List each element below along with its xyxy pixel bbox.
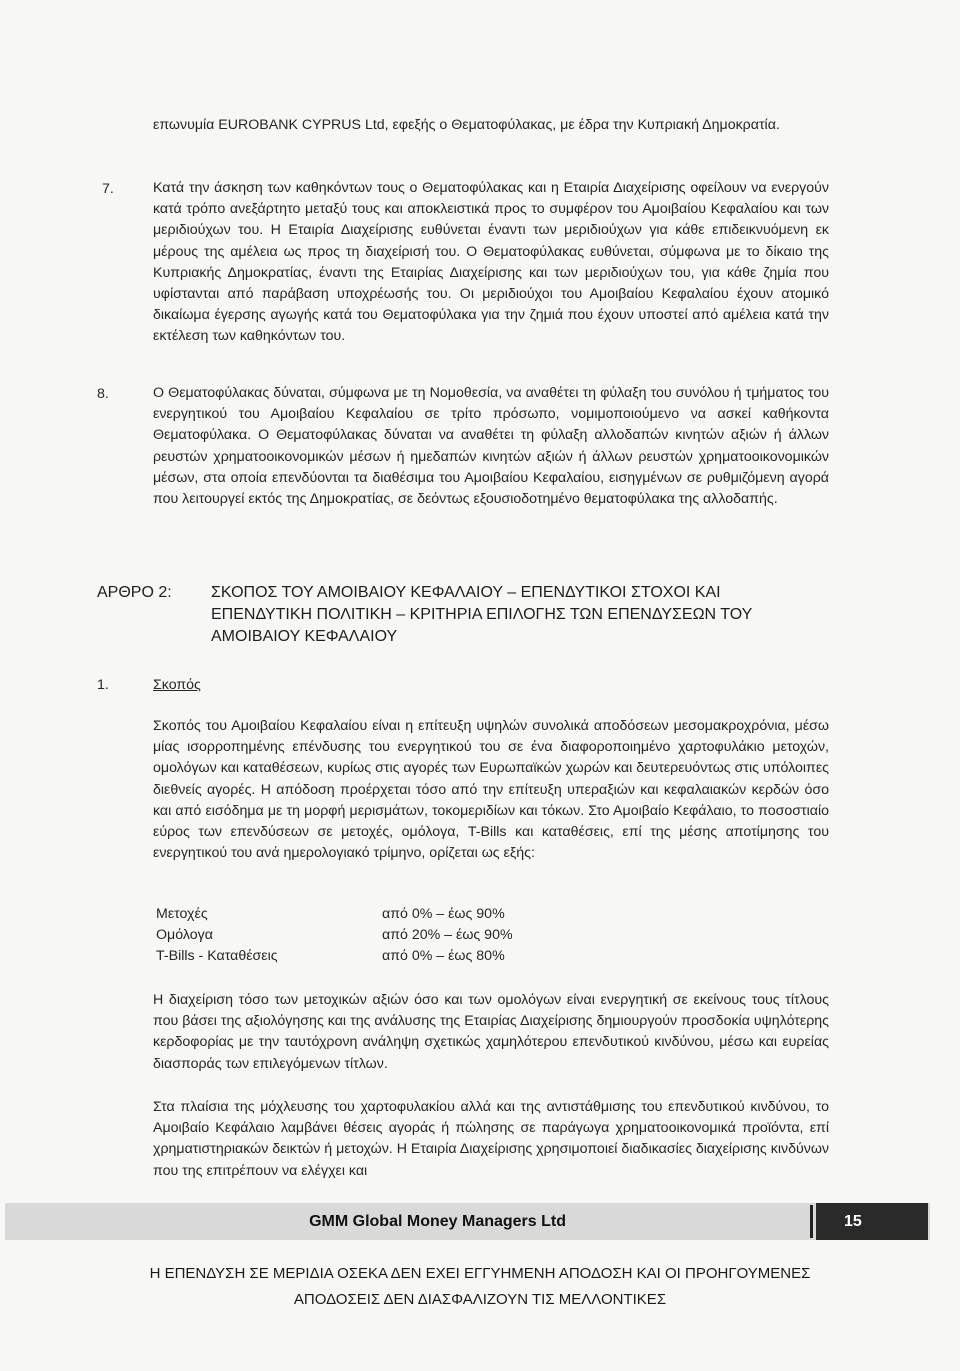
company-name: GMM Global Money Managers Ltd [309,1212,566,1230]
disclaimer [60,1261,900,1313]
section-number-7: 7. [102,181,114,197]
footer-bar [5,1203,930,1240]
management-paragraph: Η διαχείριση τόσο των μετοχικών αξιών όσο και των ομολόγων είναι ενεργητική σε εκείνους τους τίτλους που βάσει της αξιολόγησης και της ανάλυσης της Εταιρίας Διαχείρισης δημιουργούν προσδοκία υψηλότερης κερδοφορίας με την ταυτόχρονη ανάληψη σχετικώς χαμηλότερου επενδυτικού κινδύνου, μέσω και ευρείας διασποράς των επιλεγόμενων τίτλων. [153,992,829,1072]
allocation-label: Ομόλογα [156,927,213,943]
allocation-label: T-Bills - Καταθέσεις [156,948,278,964]
footer-company [5,1203,810,1240]
section-8-paragraph: Ο Θεματοφύλακας δύναται, σύμφωνα με τη Νομοθεσία, να αναθέτει τη φύλαξη του συνόλου ή τμήματος του ενεργητικού του Αμοιβαίου Κεφαλαίου σε τρίτο πρόσωπο, νομιμοποιούμενο να ασκεί καθήκοντα Θεματοφύλακα. Ο Θεματοφύλακας δύναται να αναθέτει τη φύλαξη αλλοδαπών κινητών αξιών ή άλλων ρευστών χρηματοοικονομικών μέσων ή ημεδαπών κινητών αξιών ή άλλων ρευστών χρηματοοικονομικών μέσων, στα οποία επενδύονται τα διαθέσιμα του Αμοιβαίου Κεφαλαίου, εισηγμένων σε ρυθμιζόμενη αγορά που λειτουργεί εκτός της Δημοκρατίας, σε δεόντως εξουσιοδοτημένο θεματοφύλακα της αλλοδαπής. [153,385,829,508]
intro-paragraph: επωνυμία EUROBANK CYPRUS Ltd, εφεξής ο Θεματοφύλακας, με έδρα την Κυπριακή Δημοκρατία. [153,117,780,133]
page-number: 15 [816,1203,928,1240]
section-number-8: 8. [97,386,109,402]
disclaimer-line-2: ΑΠΟΔΟΣΕΙΣ ΔΕΝ ΔΙΑΣΦΑΛΙΖΟΥΝ ΤΙΣ ΜΕΛΛΟΝΤΙΚΕΣ [293,1291,667,1308]
hedging-paragraph: Στα πλαίσια της μόχλευσης του χαρτοφυλακίου αλλά και της αντιστάθμισης του επενδυτικού κινδύνου, το Αμοιβαίο Κεφάλαιο λαμβάνει θέσεις αγοράς ή πώλησης σε παράγωγα χρηματοοικονομικά προϊόντα, επί χρηματιστηριακών δεικτών ή μετοχών. Η Εταιρία Διαχείρισης χρησιμοποιεί διαδικασίες διαχείρισης κινδύνων που της επιτρέπουν να ελέγχει και [153,1099,829,1179]
article-title: ΣΚΟΠΟΣ ΤΟΥ ΑΜΟΙΒΑΙΟΥ ΚΕΦΑΛΑΙΟΥ – ΕΠΕΝΔΥΤΙΚΟΙ ΣΤΟΧΟΙ ΚΑΙ ΕΠΕΝΔΥΤΙΚΗ ΠΟΛΙΤΙΚΗ – ΚΡΙΤΗΡΙΑ ΕΠΙΛΟΓΗΣ ΤΩΝ ΕΠΕΝΔΥΣΕΩΝ ΤΟΥ ΑΜΟΙΒΑΙΟΥ ΚΕΦΑΛΑΙΟΥ [211,584,753,645]
subsection-number: 1. [97,677,109,693]
section-7-paragraph: Κατά την άσκηση των καθηκόντων τους ο Θεματοφύλακας και η Εταιρία Διαχείρισης οφείλουν να ενεργούν κατά τρόπο ανεξάρτητο μεταξύ τους και αποκλειστικά προς το συμφέρον του Αμοιβαίου Κεφαλαίου και των μεριδιούχων του. Η Εταιρία Διαχείρισης ευθύνεται έναντι των μεριδιούχων για κάθε επιδεικνυόμενη εκ μέρους της αμέλεια ως προς τη διαχείρισή του. Ο Θεματοφύλακας ευθύνεται, σύμφωνα με το δίκαιο της Κυπριακής Δημοκρατίας, έναντι της Εταιρίας Διαχείρισης και των μεριδιούχων του, για κάθε ζημία που υφίστανται από παράβαση υποχρέωσής του. Οι μεριδιούχοι του Αμοιβαίου Κεφαλαίου έχουν ατομικό δικαίωμα έγερσης αγωγής κατά του Θεματοφύλακα για την ζημιά που έχουν υποστεί από αμέλεια κατά την εκτέλεση των καθηκόντων του. [153,180,829,345]
footer-divider [810,1205,813,1238]
allocation-row-bonds [156,927,556,949]
purpose-paragraph: Σκοπός του Αμοιβαίου Κεφαλαίου είναι η επίτευξη υψηλών συνολικά αποδόσεων μεσομακροχρόνια, μέσω μίας ισορροπημένης επένδυσης του ενεργητικού του σε ένα διαφοροποιημένο χαρτοφυλάκιο μετοχών, ομολόγων και καταθέσεων, κυρίως στις αγορές των Ευρωπαϊκών χωρών και δευτερευόντως στις υπόλοιπες διεθνείς αγορές. Η απόδοση προέρχεται τόσο από την επίτευξη υπεραξιών και κεφαλαιακών κερδών όσο και από εισόδημα με τη μορφή μερισμάτων, τοκομεριδίων και τόκων. Στο Αμοιβαίο Κεφάλαιο, το ποσοστιαίο εύρος των επενδύσεων σε μετοχές, ομόλογα, T-Bills και καταθέσεις, επί της μέσης αποτίμησης του ενεργητικού του ανά ημερολογιακό τρίμηνο, ορίζεται ως εξής: [153,718,829,862]
subsection-heading: Σκοπός [153,677,201,693]
article-label: ΑΡΘΡΟ 2: [97,584,172,601]
allocation-row-tbills-deposits [156,948,556,970]
disclaimer-line-1: Η ΕΠΕΝΔΥΣΗ ΣΕ ΜΕΡΙΔΙΑ ΟΣΕΚΑ ΔΕΝ ΕΧΕΙ ΕΓΓΥΗΜΕΝΗ ΑΠΟΔΟΣΗ ΚΑΙ ΟΙ ΠΡΟΗΓΟΥΜΕΝΕΣ [149,1265,811,1282]
allocation-label: Μετοχές [156,906,208,922]
allocation-range: από 0% – έως 90% [382,906,505,922]
allocation-row-equities [156,906,556,928]
allocation-range: από 20% – έως 90% [382,927,513,943]
allocation-range: από 0% – έως 80% [382,948,505,964]
